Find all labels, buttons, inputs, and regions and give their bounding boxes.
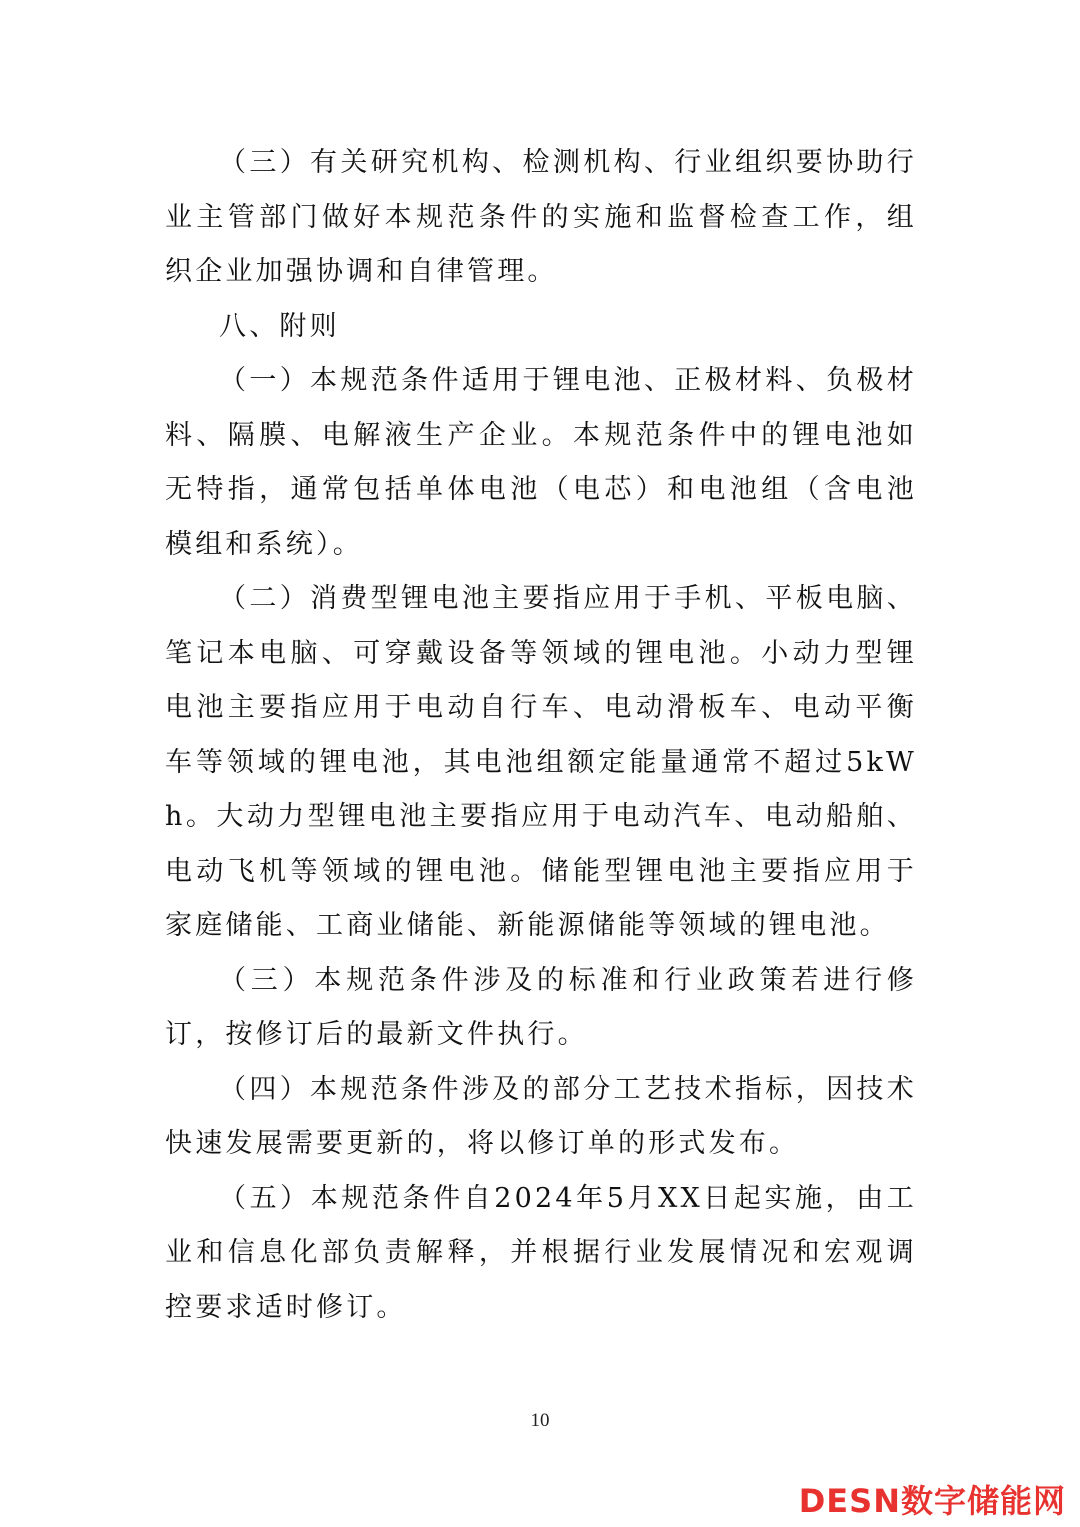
- paragraph-effective-date: （五）本规范条件自2024年5月XX日起实施，由工业和信息化部负责解释，并根据行业发展情况和宏观调控要求适时修订。: [165, 1182, 917, 1323]
- paragraph-standards-revision: （三）本规范条件涉及的标准和行业政策若进行修订，按修订后的最新文件执行。: [165, 964, 917, 1050]
- section-heading-supplementary-provisions: 八、附则: [219, 310, 340, 342]
- document-body: [165, 136, 917, 1335]
- page-number: 10: [530, 1410, 550, 1431]
- paragraph-battery-types: （二）消费型锂电池主要指应用于手机、平板电脑、笔记本电脑、可穿戴设备等领域的锂电池。小动力型锂电池主要指应用于电动自行车、电动滑板车、电动平衡车等领域的锂电池，其电池组额定能量通常不超过5kWh。大动力型锂电池主要指应用于电动汽车、电动船舶、电动飞机等领域的锂电池。储能型锂电池主要指应用于家庭储能、工商业储能、新能源储能等领域的锂电池。: [165, 583, 917, 941]
- paragraph-scope: （一）本规范条件适用于锂电池、正极材料、负极材料、隔膜、电解液生产企业。本规范条件中的锂电池如无特指，通常包括单体电池（电芯）和电池组（含电池模组和系统）。: [165, 365, 917, 560]
- desn-watermark-logo: DESN数字储能网: [798, 1482, 1066, 1520]
- paragraph-coordination: （三）有关研究机构、检测机构、行业组织要协助行业主管部门做好本规范条件的实施和监督检查工作，组织企业加强协调和自律管理。: [165, 147, 917, 287]
- paragraph-technical-indicators: （四）本规范条件涉及的部分工艺技术指标，因技术快速发展需要更新的，将以修订单的形式发布。: [165, 1073, 917, 1159]
